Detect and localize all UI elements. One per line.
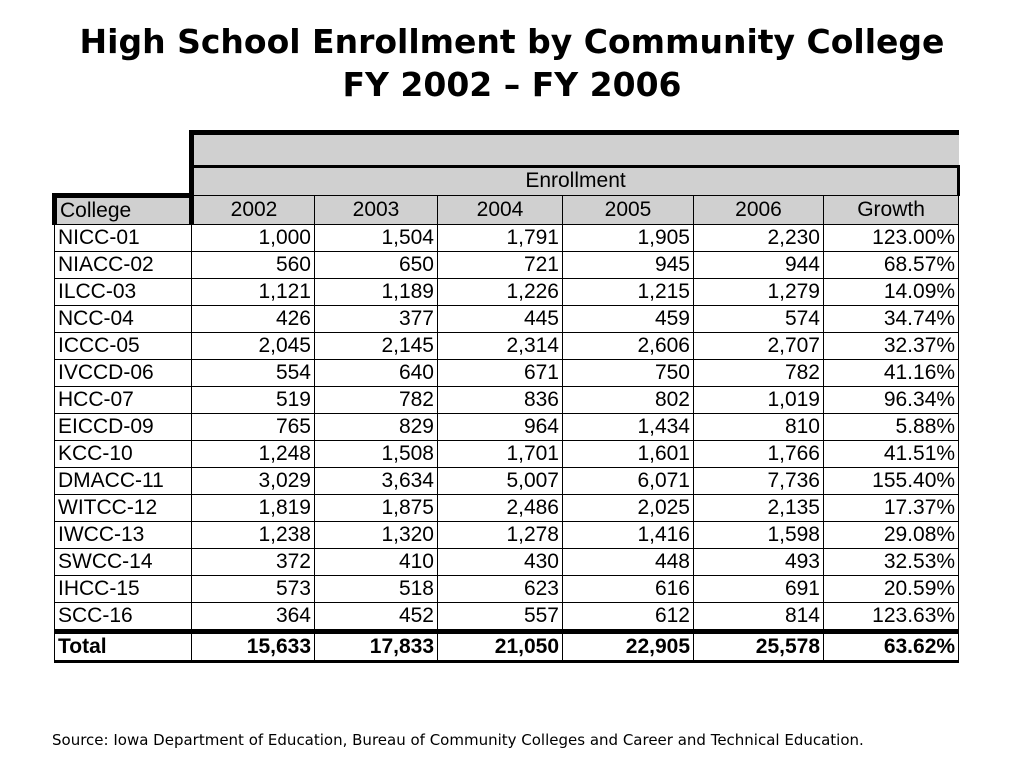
enrollment-cell: 814 [694,602,824,631]
growth-cell: 63.62% [824,631,959,661]
college-name-cell: DMACC-11 [55,467,192,494]
table-row [55,224,959,251]
growth-cell: 32.37% [824,332,959,359]
column-header: Growth [824,195,959,224]
column-header: 2005 [563,195,694,224]
enrollment-cell: 2,606 [563,332,694,359]
column-header-row [55,195,959,224]
table-row [55,467,959,494]
header-band [192,133,959,167]
table-row [55,494,959,521]
enrollment-table [52,130,960,663]
enrollment-cell: 944 [694,251,824,278]
enrollment-cell: 623 [438,575,563,602]
enrollment-cell: 574 [694,305,824,332]
enrollment-cell: 410 [315,548,438,575]
enrollment-cell: 721 [438,251,563,278]
growth-cell: 123.00% [824,224,959,251]
column-header: 2006 [694,195,824,224]
enrollment-cell: 836 [438,386,563,413]
enrollment-cell: 964 [438,413,563,440]
growth-cell: 41.51% [824,440,959,467]
growth-cell: 34.74% [824,305,959,332]
column-header: 2003 [315,195,438,224]
enrollment-cell: 1,248 [192,440,315,467]
enrollment-cell: 1,019 [694,386,824,413]
enrollment-cell: 519 [192,386,315,413]
enrollment-cell: 1,189 [315,278,438,305]
table-row [55,278,959,305]
enrollment-cell: 765 [192,413,315,440]
college-name-cell: NCC-04 [55,305,192,332]
enrollment-cell: 7,736 [694,467,824,494]
growth-cell: 5.88% [824,413,959,440]
enrollment-cell: 426 [192,305,315,332]
college-name-cell: IVCCD-06 [55,359,192,386]
enrollment-cell: 557 [438,602,563,631]
enrollment-cell: 1,598 [694,521,824,548]
enrollment-cell: 616 [563,575,694,602]
enrollment-cell: 2,145 [315,332,438,359]
college-name-cell: KCC-10 [55,440,192,467]
enrollment-table-container [52,130,960,663]
college-name-cell: ICCC-05 [55,332,192,359]
college-name-cell: NIACC-02 [55,251,192,278]
college-name-cell: Total [55,631,192,661]
blank-corner [55,133,192,167]
enrollment-cell: 1,278 [438,521,563,548]
enrollment-cell: 15,633 [192,631,315,661]
enrollment-cell: 802 [563,386,694,413]
group-header-enrollment: Enrollment [192,167,959,196]
table-row [55,548,959,575]
enrollment-cell: 810 [694,413,824,440]
table-row [55,305,959,332]
enrollment-cell: 1,000 [192,224,315,251]
table-row [55,332,959,359]
enrollment-cell: 2,314 [438,332,563,359]
enrollment-cell: 2,486 [438,494,563,521]
enrollment-cell: 372 [192,548,315,575]
column-header: 2002 [192,195,315,224]
college-name-cell: IWCC-13 [55,521,192,548]
enrollment-cell: 691 [694,575,824,602]
enrollment-cell: 3,029 [192,467,315,494]
growth-cell: 32.53% [824,548,959,575]
table-row [55,521,959,548]
college-name-cell: WITCC-12 [55,494,192,521]
enrollment-cell: 573 [192,575,315,602]
enrollment-cell: 1,504 [315,224,438,251]
table-row [55,359,959,386]
table-row [55,575,959,602]
table-row [55,251,959,278]
enrollment-cell: 650 [315,251,438,278]
enrollment-cell: 25,578 [694,631,824,661]
title-line-1: High School Enrollment by Community College [79,22,945,61]
enrollment-cell: 1,601 [563,440,694,467]
enrollment-cell: 2,025 [563,494,694,521]
enrollment-cell: 1,238 [192,521,315,548]
group-header-row [55,167,959,196]
growth-cell: 20.59% [824,575,959,602]
enrollment-cell: 21,050 [438,631,563,661]
college-name-cell: NICC-01 [55,224,192,251]
page-title [0,20,1024,106]
total-row [55,631,959,661]
enrollment-cell: 1,701 [438,440,563,467]
enrollment-cell: 554 [192,359,315,386]
enrollment-cell: 1,320 [315,521,438,548]
growth-cell: 17.37% [824,494,959,521]
enrollment-cell: 750 [563,359,694,386]
enrollment-cell: 377 [315,305,438,332]
table-row [55,413,959,440]
growth-cell: 123.63% [824,602,959,631]
enrollment-cell: 1,226 [438,278,563,305]
enrollment-cell: 445 [438,305,563,332]
enrollment-cell: 17,833 [315,631,438,661]
enrollment-cell: 3,634 [315,467,438,494]
enrollment-cell: 782 [694,359,824,386]
table-row [55,386,959,413]
enrollment-cell: 364 [192,602,315,631]
enrollment-cell: 430 [438,548,563,575]
growth-cell: 96.34% [824,386,959,413]
enrollment-cell: 2,135 [694,494,824,521]
header-band-row [55,133,959,167]
college-name-cell: IHCC-15 [55,575,192,602]
enrollment-cell: 782 [315,386,438,413]
enrollment-cell: 1,279 [694,278,824,305]
college-name-cell: EICCD-09 [55,413,192,440]
title-line-2: FY 2002 – FY 2006 [342,65,682,104]
blank-corner-2 [55,167,192,196]
table-row [55,440,959,467]
enrollment-cell: 1,416 [563,521,694,548]
enrollment-cell: 22,905 [563,631,694,661]
enrollment-cell: 640 [315,359,438,386]
growth-cell: 41.16% [824,359,959,386]
growth-cell: 14.09% [824,278,959,305]
enrollment-cell: 2,707 [694,332,824,359]
enrollment-cell: 1,121 [192,278,315,305]
enrollment-cell: 448 [563,548,694,575]
college-name-cell: ILCC-03 [55,278,192,305]
growth-cell: 155.40% [824,467,959,494]
enrollment-cell: 5,007 [438,467,563,494]
enrollment-cell: 1,819 [192,494,315,521]
enrollment-cell: 6,071 [563,467,694,494]
enrollment-cell: 945 [563,251,694,278]
enrollment-cell: 2,230 [694,224,824,251]
enrollment-cell: 1,791 [438,224,563,251]
growth-cell: 29.08% [824,521,959,548]
college-name-cell: SCC-16 [55,602,192,631]
column-header: 2004 [438,195,563,224]
enrollment-cell: 1,434 [563,413,694,440]
enrollment-cell: 1,875 [315,494,438,521]
source-note: Source: Iowa Department of Education, Bureau of Community Colleges and Career and Technical Education. [52,731,864,749]
enrollment-cell: 518 [315,575,438,602]
table-row [55,602,959,631]
college-name-cell: SWCC-14 [55,548,192,575]
enrollment-cell: 560 [192,251,315,278]
enrollment-cell: 671 [438,359,563,386]
enrollment-cell: 459 [563,305,694,332]
enrollment-cell: 2,045 [192,332,315,359]
enrollment-cell: 1,766 [694,440,824,467]
college-name-cell: HCC-07 [55,386,192,413]
enrollment-cell: 452 [315,602,438,631]
enrollment-cell: 1,215 [563,278,694,305]
enrollment-cell: 829 [315,413,438,440]
enrollment-cell: 1,905 [563,224,694,251]
enrollment-cell: 612 [563,602,694,631]
enrollment-cell: 493 [694,548,824,575]
growth-cell: 68.57% [824,251,959,278]
column-header: College [55,195,192,224]
enrollment-cell: 1,508 [315,440,438,467]
